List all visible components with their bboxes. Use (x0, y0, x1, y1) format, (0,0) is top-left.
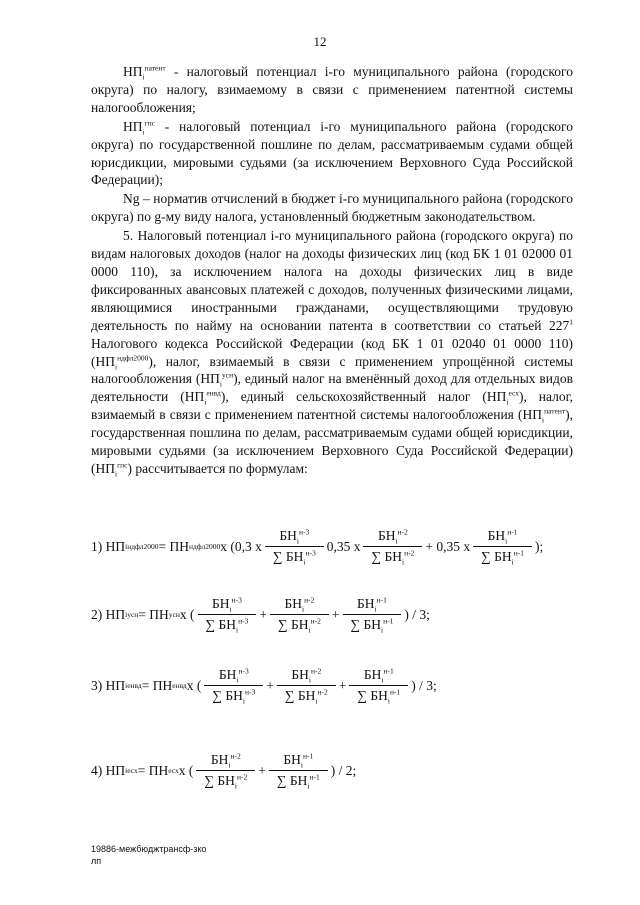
fraction-n3: $\frac{БН_i^{н-3}}{\sum БН_i^{н-3}}$ (204, 667, 263, 704)
formula-1: 1) НП i ндфл2000 = ПН ндфл2000 x (0,3 x $\frac{БН_i^{н-3}}{\sum БН_i^{н-3}}$ 0,35 x $\frac{БН_i^{н-2}}{\sum БН_i^{н-2}}$ + 0,35 x $\frac{БН_i^{н-1}}{\sum БН_i^{н-1}}$ ); (91, 527, 544, 567)
paragraph-5: 5. Налоговый потенциал i-го муниципального района (городского округа) по видам налоговых доходов (налог на доходы физических лиц (код БК 1 01 02000 01 0000 110), за исключением налога на доходы физических лиц в виде фиксированных авансовых платежей с доходов, полученных физическими лицами, являющимися иностранными гражданами, осуществляющими трудовую деятельность по найму на основании патента в соответствии со статьей $227^1$ Налогового кодекса Российской Федерации (код БК 1 01 02040 01 0000 110) $(НП_i^{ндфл2000})$, налог, взимаемый в связи с применением упрощённой системы налогообложения $(НП_i^{усн})$, единый налог на вменённый доход для отдельных видов деятельности $(НП_i^{енвд})$, единый сельскохозяйственный налог $(НП_i^{есх})$, налог, взимаемый в связи с применением патентной системы налогообложения $(НП_i^{патент})$, государственная пошлина по делам, рассматриваемым судами общей юрисдикции, мировыми судьями (за исключением Верховного Суда Российской Федерации) $(НП_i^{гпс})$ рассчитывается по формулам: (91, 228, 573, 479)
definition-patent: $НП_i^{патент}$ - налоговый потенциал i-го муниципального района (городского округа) по налогу, взимаемому в связи с применением патентной системы налогообложения; (91, 63, 573, 115)
footer-initials: лп (91, 856, 102, 866)
fraction-n2: $\frac{БН_i^{н-2}}{\sum БН_i^{н-2}}$ (196, 752, 255, 789)
fraction-n3: $\frac{БН_i^{н-3}}{\sum БН_i^{н-3}}$ (265, 528, 324, 565)
document-body (91, 63, 573, 478)
fraction-n1: $\frac{БН_i^{н-1}}{\sum БН_i^{н-1}}$ (343, 596, 402, 633)
fraction-n2: $\frac{БН_i^{н-2}}{\sum БН_i^{н-2}}$ (277, 667, 336, 704)
definition-gps: $НП_i^{гпс}$ - налоговый потенциал i-го муниципального района (городского округа) по государственной пошлине по делам, рассматриваемым судами общей юрисдикции, мировыми судьями (за исключением Верховного Суда Российской Федерации); (91, 118, 573, 188)
footer-file-code: 19886-межбюджтрансф-зко (91, 844, 207, 854)
fraction-n2: $\frac{БН_i^{н-2}}{\sum БН_i^{н-2}}$ (270, 596, 329, 633)
fraction-n1: $\frac{БН_i^{н-1}}{\sum БН_i^{н-1}}$ (349, 667, 408, 704)
formula-3: 3) НП i енвд = ПН енвд x ( $\frac{БН_i^{н-3}}{\sum БН_i^{н-3}}$ + $\frac{БН_i^{н-2}}{\sum БН_i^{н-2}}$ + $\frac{БН_i^{н-1}}{\sum БН_i^{н-1}}$ ) / 3; (91, 666, 437, 706)
fraction-n2: $\frac{БН_i^{н-2}}{\sum БН_i^{н-2}}$ (363, 528, 422, 565)
formula-4: 4) НП i есх = ПН есх x ( $\frac{БН_i^{н-2}}{\sum БН_i^{н-2}}$ + $\frac{БН_i^{н-1}}{\sum БН_i^{н-1}}$ ) / 2; (91, 751, 357, 791)
formula-2: 2) НП i усн = ПН усн x ( $\frac{БН_i^{н-3}}{\sum БН_i^{н-3}}$ + $\frac{БН_i^{н-2}}{\sum БН_i^{н-2}}$ + $\frac{БН_i^{н-1}}{\sum БН_i^{н-1}}$ ) / 3; (91, 595, 430, 635)
fraction-n1: $\frac{БН_i^{н-1}}{\sum БН_i^{н-1}}$ (269, 752, 328, 789)
fraction-n1: $\frac{БН_i^{н-1}}{\sum БН_i^{н-1}}$ (473, 528, 532, 565)
definition-ng: Ng – норматив отчислений в бюджет i-го муниципального района (городского округа) по g-му виду налога, установленный бюджетным законодательством. (91, 191, 573, 225)
fraction-n3: $\frac{БН_i^{н-3}}{\sum БН_i^{н-3}}$ (198, 596, 257, 633)
page-number: 12 (313, 34, 327, 49)
document-footer (91, 843, 206, 867)
